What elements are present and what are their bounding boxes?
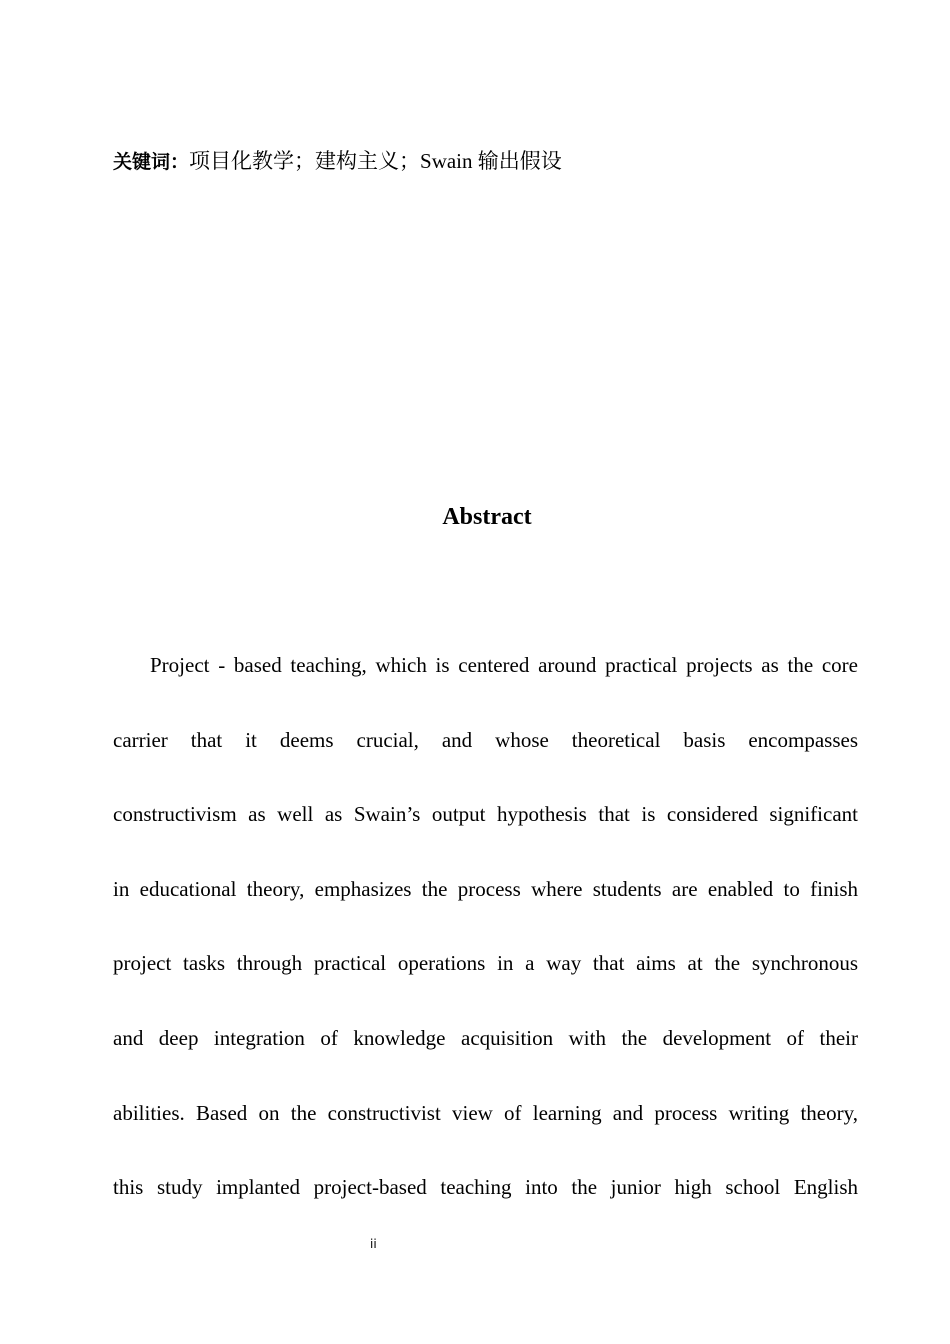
abstract-line: carrier that it deems crucial, and whose theoretical basis encompasses (113, 727, 858, 752)
abstract-line: abilities. Based on the constructivist view of learning and process writing theory, (113, 1100, 858, 1125)
abstract-line: project tasks through practical operations in a way that aims at the synchronous (113, 951, 858, 976)
keywords-label: 关键词： (113, 151, 190, 173)
abstract-body (113, 628, 858, 1225)
abstract-line: Project - based teaching, which is centered around practical projects as the core (150, 653, 858, 677)
abstract-line: this study implanted project-based teaching into the junior high school English (113, 1175, 858, 1200)
page-number: ii (370, 1237, 377, 1251)
abstract-heading: Abstract (442, 504, 532, 530)
keywords-line (113, 146, 562, 177)
abstract-line: in educational theory, emphasizes the process where students are enabled to finish (113, 876, 858, 901)
keywords-value: 项目化教学；建构主义；Swain 输出假设 (189, 149, 562, 173)
abstract-line: and deep integration of knowledge acquisition with the development of their (113, 1025, 858, 1050)
abstract-line: constructivism as well as Swain’s output hypothesis that is considered significant (113, 802, 858, 827)
